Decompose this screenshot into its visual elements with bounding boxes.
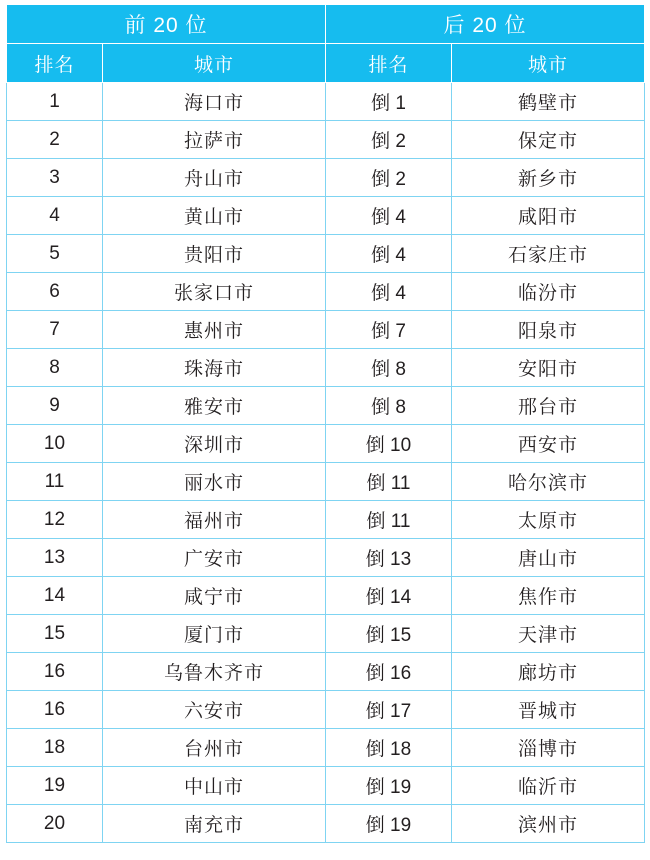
rank-value: 15 <box>7 615 103 653</box>
table-row <box>7 121 645 159</box>
city-value: 雅安市 <box>103 387 326 425</box>
reverse-city-value: 唐山市 <box>452 539 645 577</box>
table-row <box>7 83 645 121</box>
reverse-city-value: 哈尔滨市 <box>452 463 645 501</box>
city-value: 海口市 <box>103 83 326 121</box>
table-row <box>7 463 645 501</box>
reverse-rank-value: 倒 19 <box>326 767 452 805</box>
reverse-city-value: 临汾市 <box>452 273 645 311</box>
city-value: 丽水市 <box>103 463 326 501</box>
reverse-rank-value: 倒 11 <box>326 463 452 501</box>
reverse-city-value: 临沂市 <box>452 767 645 805</box>
reverse-city-value: 廊坊市 <box>452 653 645 691</box>
city-value: 贵阳市 <box>103 235 326 273</box>
reverse-rank-value: 倒 19 <box>326 805 452 843</box>
table-row <box>7 387 645 425</box>
reverse-city-value: 安阳市 <box>452 349 645 387</box>
column-header-rank-right: 排名 <box>326 44 452 83</box>
city-value: 珠海市 <box>103 349 326 387</box>
reverse-rank-value: 倒 8 <box>326 349 452 387</box>
rank-value: 19 <box>7 767 103 805</box>
city-ranking-table <box>6 4 645 843</box>
reverse-rank-value: 倒 11 <box>326 501 452 539</box>
city-value: 广安市 <box>103 539 326 577</box>
rank-value: 20 <box>7 805 103 843</box>
rank-value: 13 <box>7 539 103 577</box>
rank-value: 18 <box>7 729 103 767</box>
rank-value: 16 <box>7 691 103 729</box>
reverse-rank-value: 倒 2 <box>326 159 452 197</box>
reverse-rank-value: 倒 16 <box>326 653 452 691</box>
table-row <box>7 577 645 615</box>
city-value: 六安市 <box>103 691 326 729</box>
city-value: 惠州市 <box>103 311 326 349</box>
reverse-city-value: 太原市 <box>452 501 645 539</box>
table-row <box>7 729 645 767</box>
reverse-city-value: 焦作市 <box>452 577 645 615</box>
reverse-rank-value: 倒 1 <box>326 83 452 121</box>
city-value: 深圳市 <box>103 425 326 463</box>
table-row <box>7 615 645 653</box>
table-row <box>7 425 645 463</box>
reverse-city-value: 石家庄市 <box>452 235 645 273</box>
table-row <box>7 653 645 691</box>
city-value: 南充市 <box>103 805 326 843</box>
reverse-rank-value: 倒 7 <box>326 311 452 349</box>
reverse-city-value: 滨州市 <box>452 805 645 843</box>
table-row <box>7 197 645 235</box>
rank-value: 8 <box>7 349 103 387</box>
table-row <box>7 805 645 843</box>
rank-value: 11 <box>7 463 103 501</box>
table-row <box>7 349 645 387</box>
reverse-city-value: 天津市 <box>452 615 645 653</box>
table-body <box>7 5 645 843</box>
reverse-rank-value: 倒 17 <box>326 691 452 729</box>
column-header-city-left: 城市 <box>103 44 326 83</box>
city-value: 中山市 <box>103 767 326 805</box>
reverse-rank-value: 倒 15 <box>326 615 452 653</box>
reverse-city-value: 西安市 <box>452 425 645 463</box>
column-header-row <box>7 44 645 83</box>
reverse-city-value: 鹤壁市 <box>452 83 645 121</box>
reverse-city-value: 保定市 <box>452 121 645 159</box>
city-value: 拉萨市 <box>103 121 326 159</box>
rank-value: 10 <box>7 425 103 463</box>
reverse-rank-value: 倒 2 <box>326 121 452 159</box>
rank-value: 16 <box>7 653 103 691</box>
reverse-rank-value: 倒 14 <box>326 577 452 615</box>
rank-value: 1 <box>7 83 103 121</box>
reverse-city-value: 阳泉市 <box>452 311 645 349</box>
table-row <box>7 311 645 349</box>
group-header-bottom20: 后 20 位 <box>326 5 645 44</box>
table-row <box>7 235 645 273</box>
table-row <box>7 273 645 311</box>
rank-value: 7 <box>7 311 103 349</box>
city-value: 张家口市 <box>103 273 326 311</box>
reverse-rank-value: 倒 4 <box>326 273 452 311</box>
table-row <box>7 767 645 805</box>
reverse-city-value: 淄博市 <box>452 729 645 767</box>
table-row <box>7 159 645 197</box>
rank-value: 6 <box>7 273 103 311</box>
reverse-city-value: 晋城市 <box>452 691 645 729</box>
city-value: 咸宁市 <box>103 577 326 615</box>
rank-value: 2 <box>7 121 103 159</box>
city-value: 福州市 <box>103 501 326 539</box>
rank-value: 12 <box>7 501 103 539</box>
reverse-rank-value: 倒 13 <box>326 539 452 577</box>
reverse-rank-value: 倒 4 <box>326 235 452 273</box>
table-row <box>7 539 645 577</box>
group-header-row <box>7 5 645 44</box>
rank-value: 5 <box>7 235 103 273</box>
rank-value: 14 <box>7 577 103 615</box>
reverse-rank-value: 倒 4 <box>326 197 452 235</box>
reverse-city-value: 新乡市 <box>452 159 645 197</box>
city-value: 厦门市 <box>103 615 326 653</box>
reverse-city-value: 邢台市 <box>452 387 645 425</box>
city-value: 台州市 <box>103 729 326 767</box>
column-header-rank-left: 排名 <box>7 44 103 83</box>
rank-value: 3 <box>7 159 103 197</box>
reverse-rank-value: 倒 18 <box>326 729 452 767</box>
group-header-top20: 前 20 位 <box>7 5 326 44</box>
column-header-city-right: 城市 <box>452 44 645 83</box>
table-row <box>7 691 645 729</box>
city-value: 黄山市 <box>103 197 326 235</box>
reverse-city-value: 咸阳市 <box>452 197 645 235</box>
city-value: 乌鲁木齐市 <box>103 653 326 691</box>
city-value: 舟山市 <box>103 159 326 197</box>
reverse-rank-value: 倒 8 <box>326 387 452 425</box>
rank-value: 4 <box>7 197 103 235</box>
rank-value: 9 <box>7 387 103 425</box>
reverse-rank-value: 倒 10 <box>326 425 452 463</box>
table-row <box>7 501 645 539</box>
